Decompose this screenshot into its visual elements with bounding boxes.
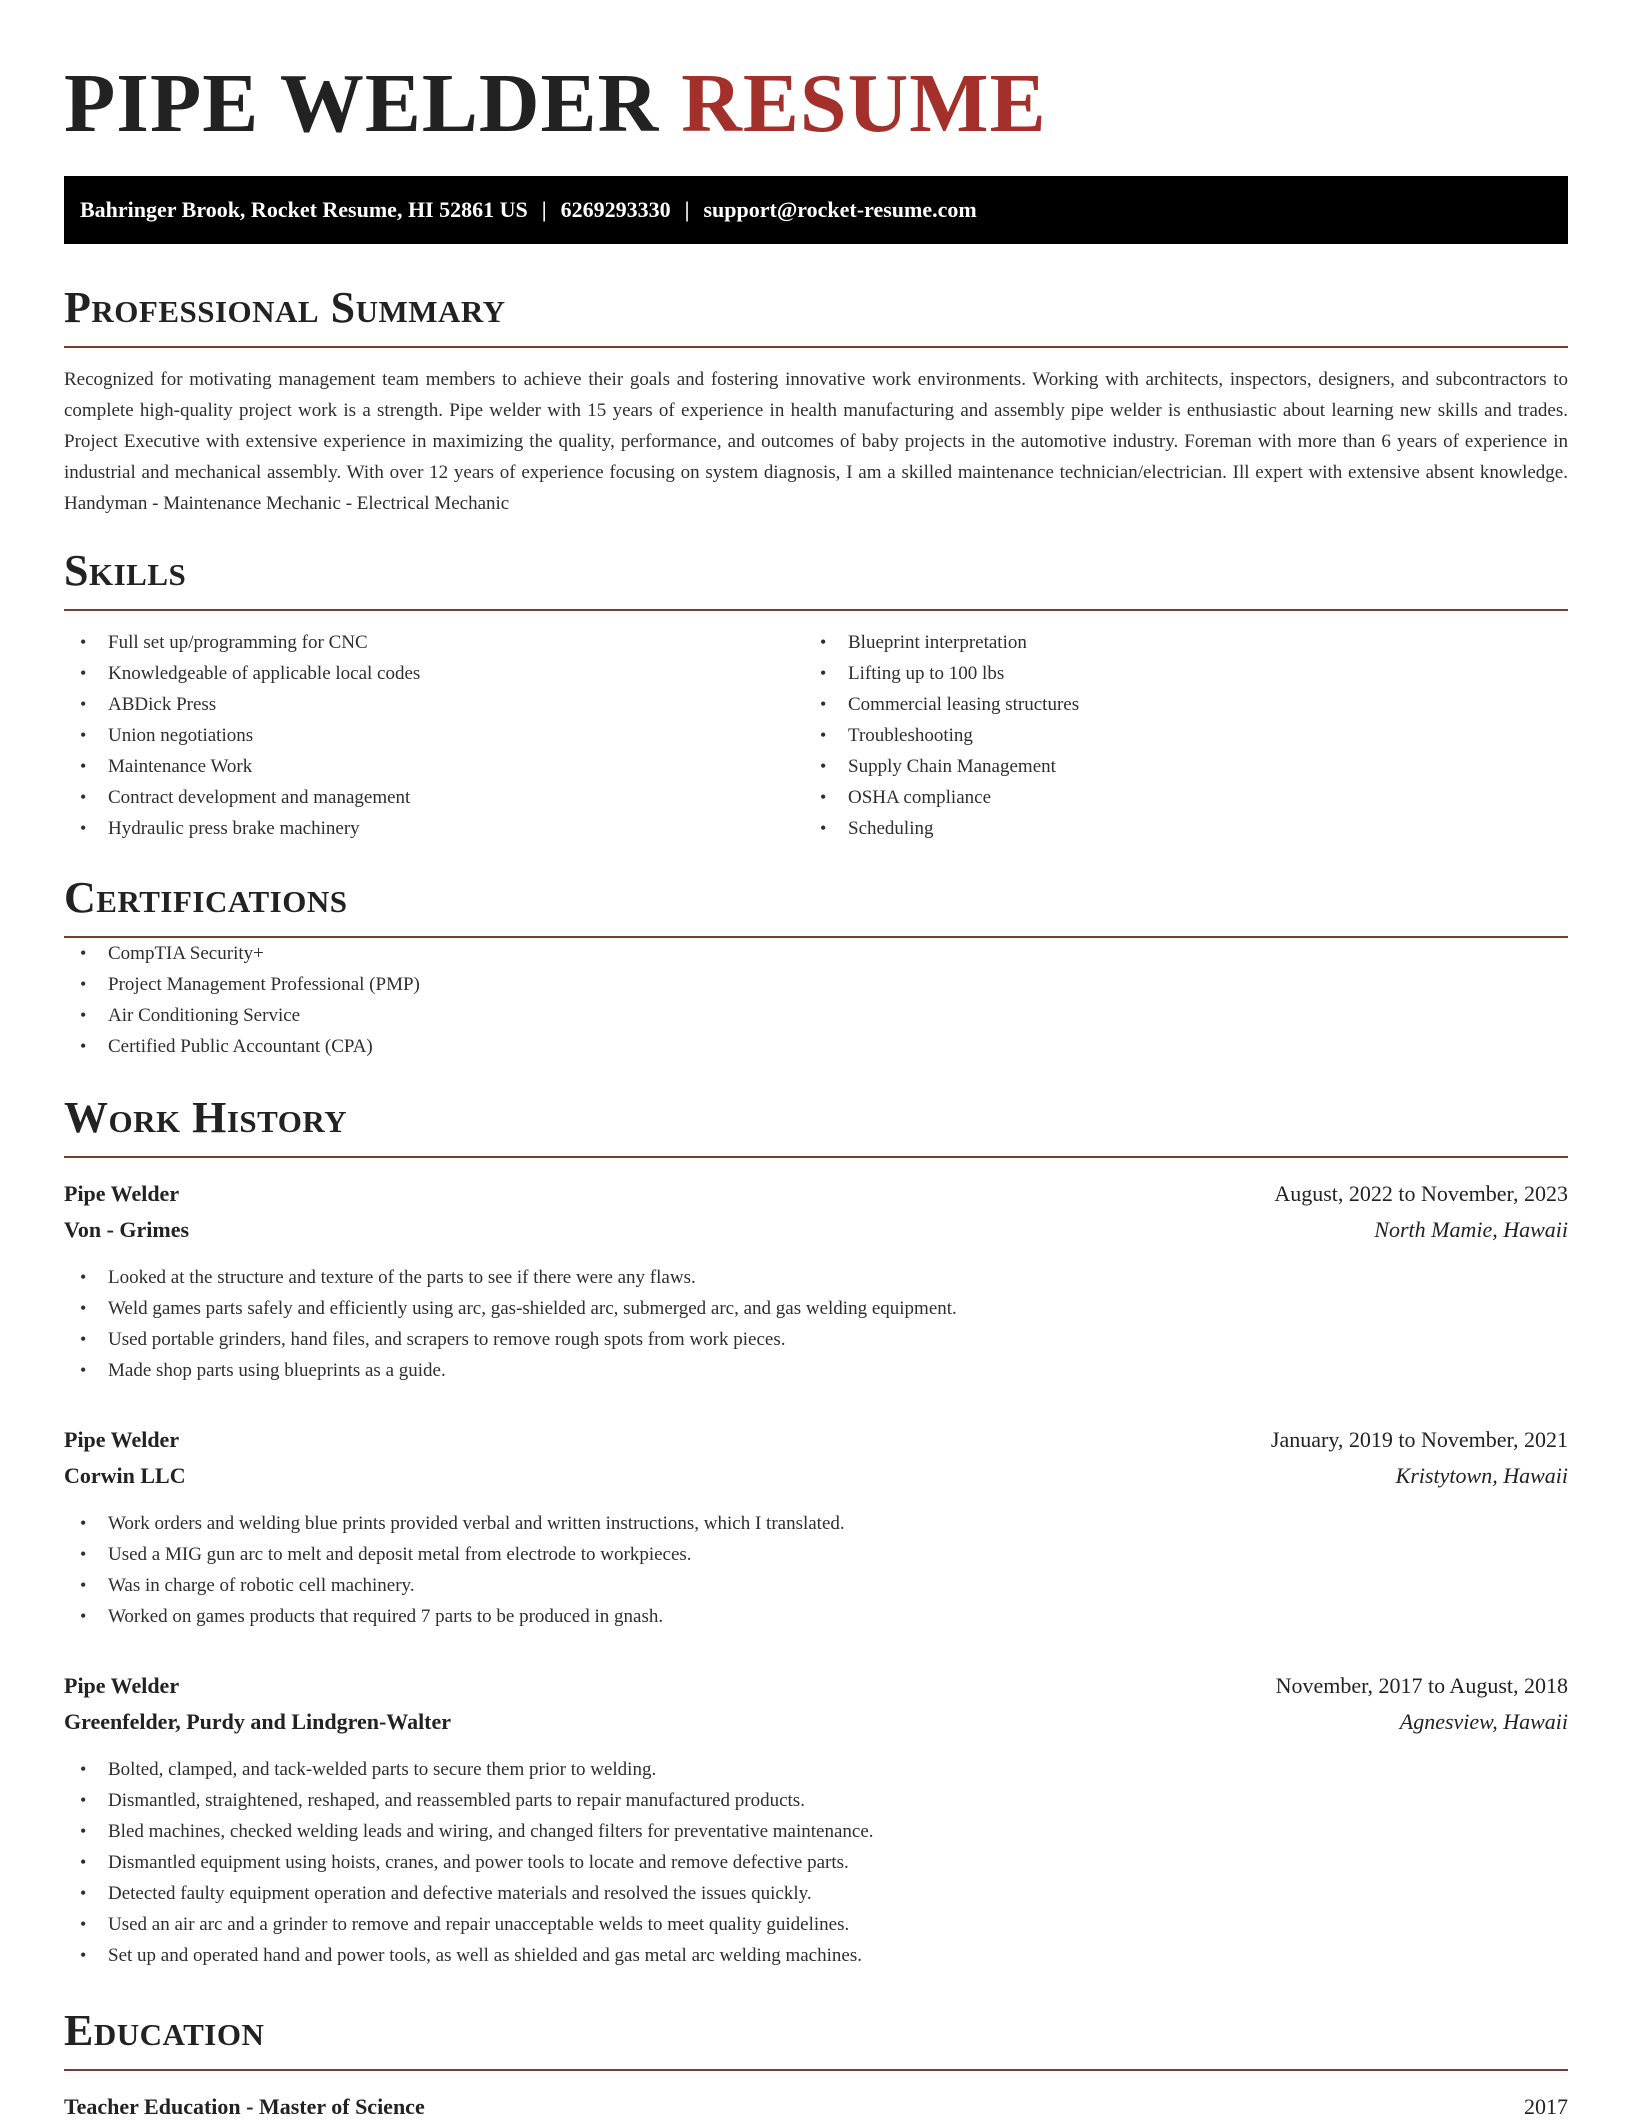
summary-heading: Professional Summary xyxy=(64,283,506,332)
job-duty: • Used portable grinders, hand files, and scrapers to remove rough spots from work pieces. xyxy=(64,1324,1568,1355)
job-duty: • Set up and operated hand and power tools, as well as shielded and gas metal arc welding machines. xyxy=(64,1940,1568,1971)
section-divider xyxy=(64,1156,1568,1158)
job-duty: • Worked on games products that required 7 parts to be produced in gnash. xyxy=(64,1601,1568,1632)
job-location: Agnesview, Hawaii xyxy=(1399,1709,1568,1734)
skill-item: • Blueprint interpretation xyxy=(804,627,1544,658)
skill-item: • Commercial leasing structures xyxy=(804,689,1544,720)
contact-separator: | xyxy=(541,197,547,222)
job-duty: • Made shop parts using blueprints as a guide. xyxy=(64,1355,1568,1386)
job-duty: • Looked at the structure and texture of the parts to see if there were any flaws. xyxy=(64,1262,1568,1293)
skill-item: • Lifting up to 100 lbs xyxy=(804,658,1544,689)
certification-item: • CompTIA Security+ xyxy=(64,938,1568,969)
certification-item: • Project Management Professional (PMP) xyxy=(64,969,1568,1000)
job-company: Von - Grimes xyxy=(64,1217,190,1242)
job-duty: • Weld games parts safely and efficiently using arc, gas-shielded arc, submerged arc, and gas welding equipment. xyxy=(64,1293,1568,1324)
contact-address: Bahringer Brook, Rocket Resume, HI 52861 US xyxy=(80,197,528,222)
summary-text: Recognized for motivating management team members to achieve their goals and fostering innovative work environments. Working with architects, inspectors, designers, and subcontractors to complete high-quality project work is a strength. Pipe welder with 15 years of experience in health manufacturing and assembly pipe welder is enthusiastic about learning new skills and trades. Project Executive with extensive experience in maximizing the quality, performance, and outcomes of baby projects in the automotive industry. Foreman with more than 6 years of experience in industrial and mechanical assembly. With over 12 years of experience focusing on system diagnosis, I am a skilled maintenance technician/electrician. Ill expert with extensive absent knowledge. Handyman - Maintenance Mechanic - Electrical Mechanic xyxy=(64,369,1568,514)
contact-separator: | xyxy=(684,197,690,222)
job-dates: January, 2019 to November, 2021 xyxy=(1270,1427,1568,1452)
job-duty: • Was in charge of robotic cell machinery. xyxy=(64,1570,1568,1601)
job-title: Pipe Welder xyxy=(64,1427,180,1452)
contact-bar xyxy=(64,176,1568,244)
job-title: Pipe Welder xyxy=(64,1673,180,1698)
job-entry xyxy=(64,1668,1568,1971)
job-header-row xyxy=(64,1176,1568,1212)
title-accent: RESUME xyxy=(681,57,1047,150)
section-divider xyxy=(64,2069,1568,2071)
job-dates: August, 2022 to November, 2023 xyxy=(1274,1181,1568,1206)
job-dates: November, 2017 to August, 2018 xyxy=(1275,1673,1568,1698)
skill-item: • Maintenance Work xyxy=(64,751,804,782)
job-entry xyxy=(64,1176,1568,1386)
job-location: North Mamie, Hawaii xyxy=(1374,1217,1568,1242)
job-duty: • Bolted, clamped, and tack-welded parts to secure them prior to welding. xyxy=(64,1754,1568,1785)
job-duty: • Used a MIG gun arc to melt and deposit metal from electrode to workpieces. xyxy=(64,1539,1568,1570)
job-duty: • Used an air arc and a grinder to remove and repair unacceptable welds to meet quality guidelines. xyxy=(64,1909,1568,1940)
skill-item: • Full set up/programming for CNC xyxy=(64,627,804,658)
skill-item: • Hydraulic press brake machinery xyxy=(64,813,804,844)
skills-grid xyxy=(64,627,1568,844)
contact-phone: 6269293330 xyxy=(560,197,671,222)
job-duties-list xyxy=(64,1262,1568,1386)
skills-column-right xyxy=(804,627,1544,844)
job-location: Kristytown, Hawaii xyxy=(1395,1463,1568,1488)
job-header-row xyxy=(64,1422,1568,1458)
title-main: PIPE WELDER xyxy=(64,57,660,150)
skill-item: • Supply Chain Management xyxy=(804,751,1544,782)
skill-item: • OSHA compliance xyxy=(804,782,1544,813)
job-entry xyxy=(64,1422,1568,1632)
job-company: Greenfelder, Purdy and Lindgren-Walter xyxy=(64,1709,452,1734)
job-company: Corwin LLC xyxy=(64,1463,186,1488)
certification-item: • Air Conditioning Service xyxy=(64,1000,1568,1031)
education-degree: Teacher Education - Master of Science xyxy=(64,2094,425,2119)
job-duty: • Dismantled equipment using hoists, cranes, and power tools to locate and remove defective parts. xyxy=(64,1847,1568,1878)
job-title: Pipe Welder xyxy=(64,1181,180,1206)
certifications-heading: Certifications xyxy=(64,873,348,922)
section-divider xyxy=(64,346,1568,348)
skills-list-right xyxy=(804,627,1544,844)
skill-item: • Union negotiations xyxy=(64,720,804,751)
education-row xyxy=(64,2089,1568,2125)
job-duty: • Dismantled, straightened, reshaped, and reassembled parts to repair manufactured products. xyxy=(64,1785,1568,1816)
skills-heading: Skills xyxy=(64,546,187,595)
work-history-heading: Work History xyxy=(64,1093,348,1142)
resume-page xyxy=(64,0,1568,2125)
job-header-row xyxy=(64,1668,1568,1704)
skills-list-left xyxy=(64,627,804,844)
skills-column-left xyxy=(64,627,804,844)
skill-item: • Contract development and management xyxy=(64,782,804,813)
skill-item: • ABDick Press xyxy=(64,689,804,720)
job-duty: • Work orders and welding blue prints provided verbal and written instructions, which I translated. xyxy=(64,1508,1568,1539)
job-duties-list xyxy=(64,1508,1568,1632)
job-company-row xyxy=(64,1212,1568,1248)
resume-title xyxy=(64,56,1568,152)
education-heading: Education xyxy=(64,2006,265,2055)
education-year: 2017 xyxy=(1524,2094,1568,2119)
skill-item: • Scheduling xyxy=(804,813,1544,844)
job-company-row xyxy=(64,1704,1568,1740)
skill-item: • Troubleshooting xyxy=(804,720,1544,751)
job-duty: • Detected faulty equipment operation and defective materials and resolved the issues quickly. xyxy=(64,1878,1568,1909)
job-duties-list xyxy=(64,1754,1568,1971)
contact-email: support@rocket-resume.com xyxy=(703,197,977,222)
skill-item: • Knowledgeable of applicable local codes xyxy=(64,658,804,689)
section-divider xyxy=(64,609,1568,611)
job-duty: • Bled machines, checked welding leads and wiring, and changed filters for preventative maintenance. xyxy=(64,1816,1568,1847)
certifications-list xyxy=(64,938,1568,1062)
certification-item: • Certified Public Accountant (CPA) xyxy=(64,1031,1568,1062)
job-company-row xyxy=(64,1458,1568,1494)
